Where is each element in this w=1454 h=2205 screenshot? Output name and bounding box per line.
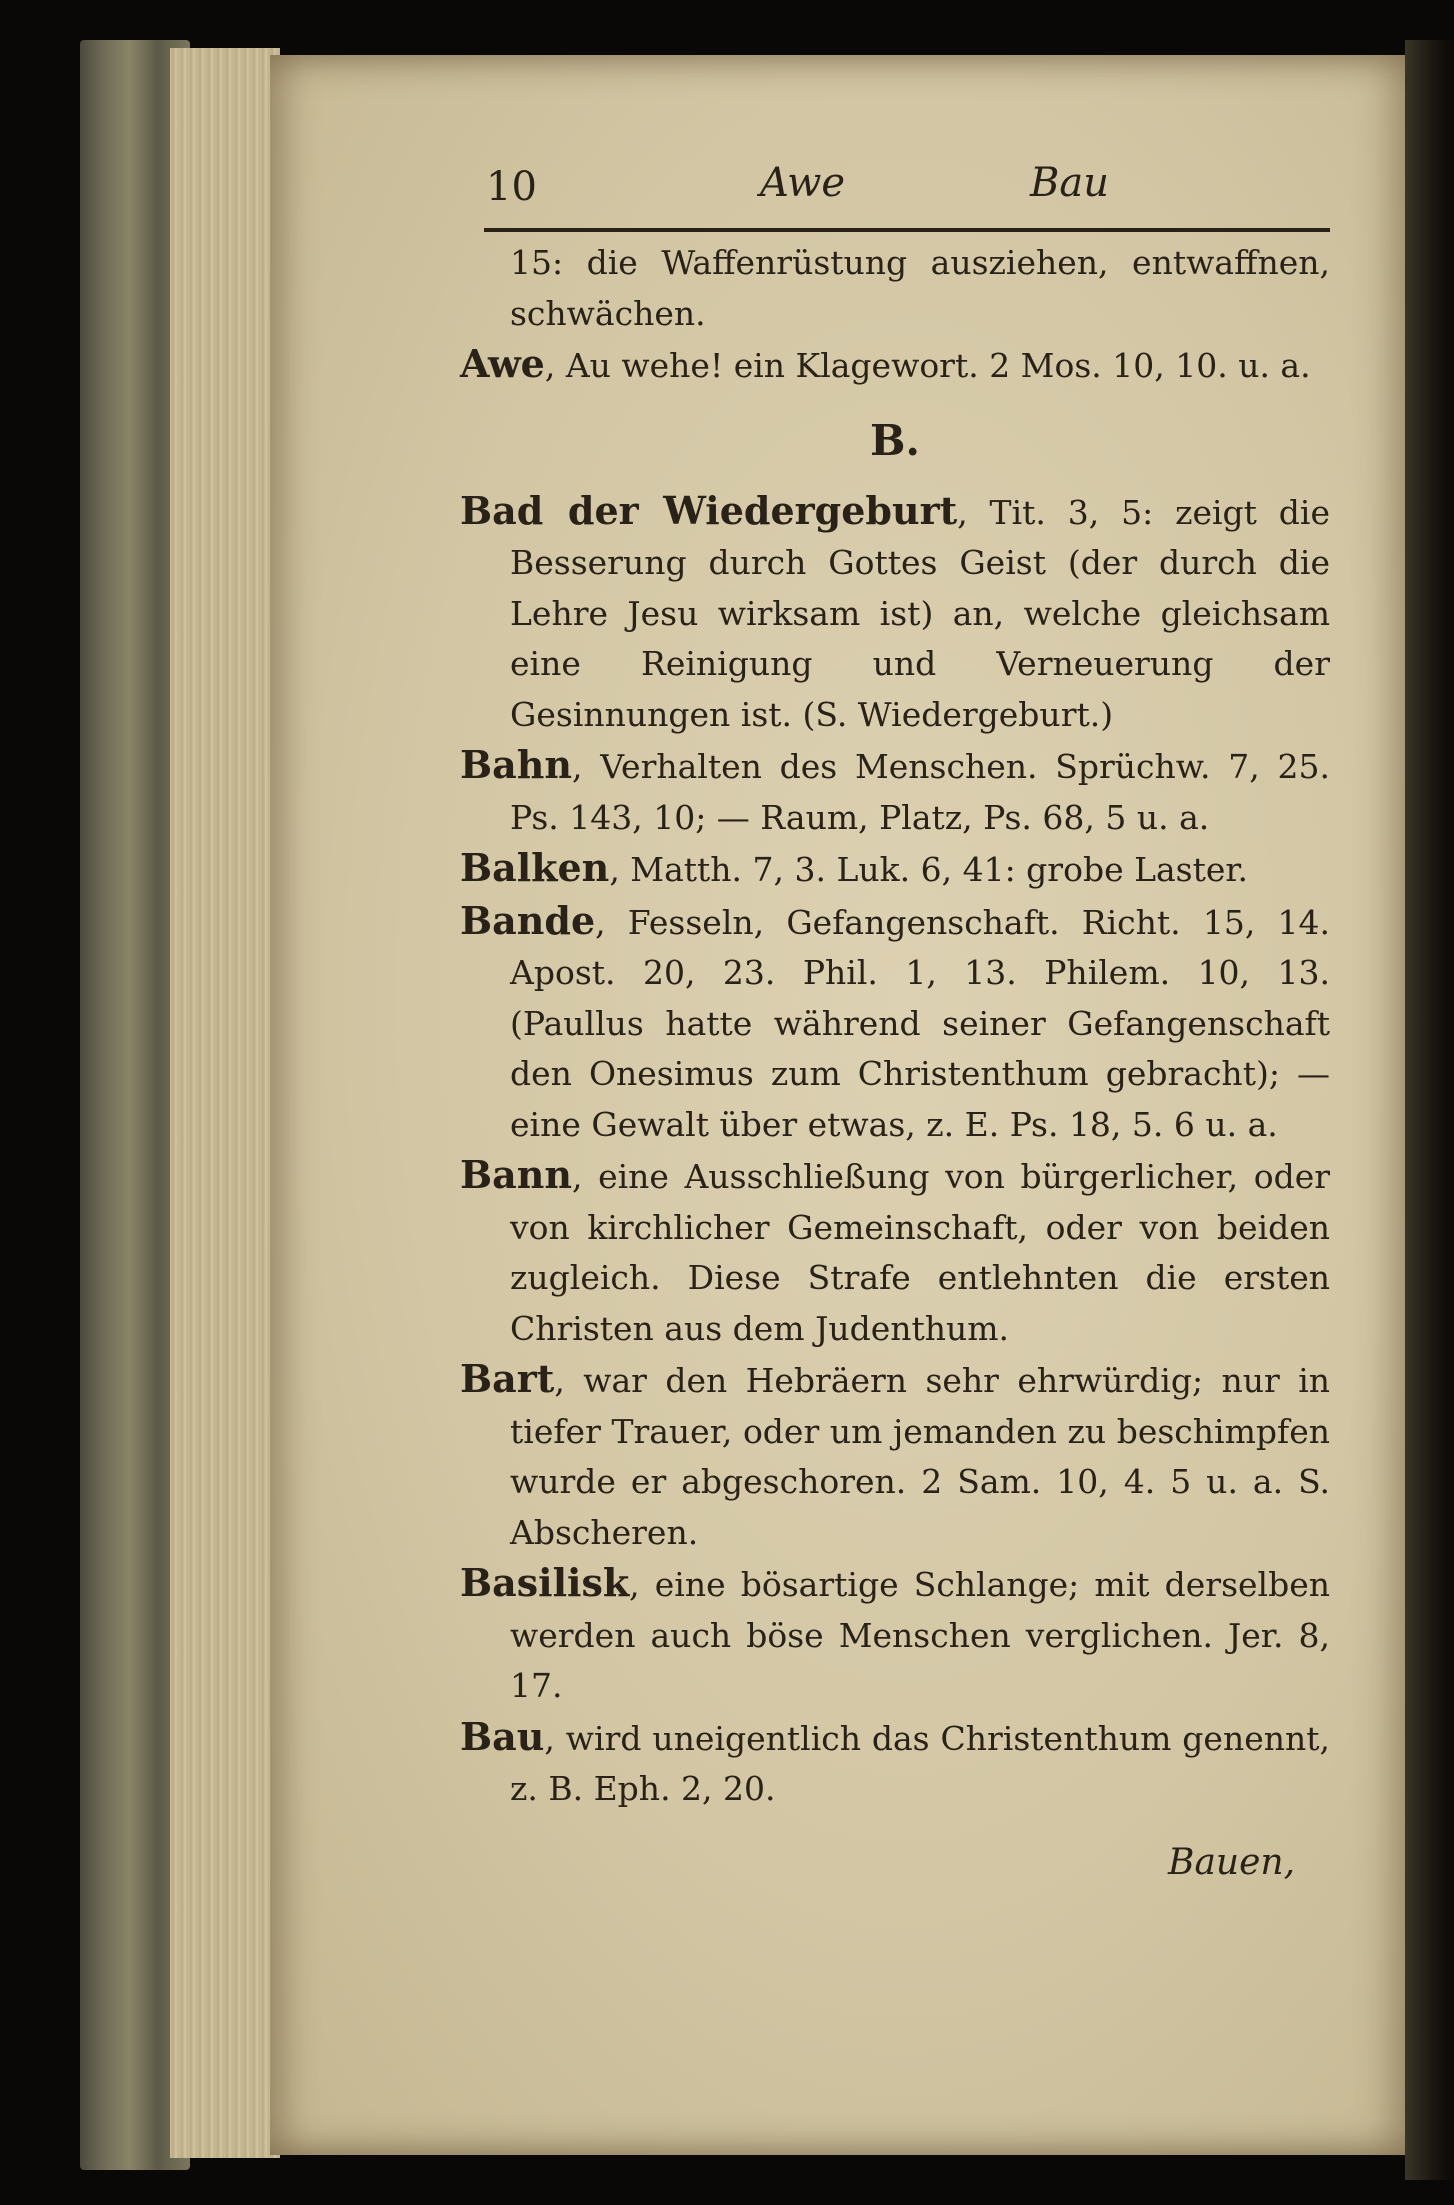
- entry-headword: Bau: [460, 1713, 545, 1759]
- header-right-keyword: Bau: [1030, 160, 1110, 206]
- entry-text: , wird uneigentlich das Christenthum genennt, z. B. Eph. 2, 20.: [510, 1718, 1330, 1808]
- entry-text: 15: die Waffenrüstung ausziehen, entwaffnen, schwächen.: [510, 243, 1330, 333]
- dictionary-entry: [460, 486, 1330, 741]
- page-number: 10: [486, 164, 537, 210]
- entry-headword: Bahn: [460, 742, 572, 787]
- running-header: [470, 160, 1330, 220]
- dictionary-entry: [460, 1558, 1330, 1712]
- entry-text: , Au wehe! ein Klagewort. 2 Mos. 10, 10. u. a.: [544, 346, 1311, 385]
- section-letter: B.: [869, 415, 921, 465]
- entry-text: , Matth. 7, 3. Luk. 6, 41: grobe Laster.: [609, 850, 1249, 889]
- entry-headword: Bande: [460, 897, 596, 943]
- dictionary-entry: [460, 843, 1330, 896]
- entry-text: , Tit. 3, 5: zeigt die Besserung durch Gottes Geist (der durch die Lehre Jesu wirksam ist) an, welche gleichsam eine Reinigung und Verneuerung der Gesinnungen ist. (S. Wiedergeburt.): [510, 492, 1330, 734]
- entry-headword: Bann: [460, 1152, 572, 1197]
- dictionary-entry: [460, 1354, 1330, 1558]
- catchword: Bauen,: [1168, 1842, 1296, 1883]
- entry-continuation: [460, 238, 1330, 339]
- entry-headword: Balken: [460, 845, 610, 890]
- entry-text: , Fesseln, Gefangenschaft. Richt. 15, 14. Apost. 20, 23. Phil. 1, 13. Philem. 10, 13. (Paullus hatte während seiner Gefangenschaft den Onesimus zum Christenthum gebracht); — eine Gewalt über etwas, z. E. Ps. 18, 5. 6 u. a.: [510, 902, 1330, 1144]
- entry-text: , eine bösartige Schlange; mit derselben werden auch böse Menschen verglichen. Jer. 8, 17.: [510, 1565, 1330, 1705]
- entry-headword: Bad der Wiedergeburt: [460, 487, 958, 533]
- entry-text: , war den Hebräern sehr ehrwürdig; nur in tiefer Trauer, oder um jemanden zu beschimpfen wurde er abgeschoren. 2 Sam. 10, 4. 5 u. a. S. Abscheren.: [510, 1361, 1330, 1552]
- header-rule: [484, 228, 1330, 232]
- entry-headword: Bart: [460, 1356, 555, 1401]
- dictionary-entry: [460, 896, 1330, 1151]
- dictionary-entry: [460, 1150, 1330, 1354]
- header-left-keyword: Awe: [760, 160, 845, 206]
- dictionary-body: [460, 238, 1330, 1815]
- entry-text: , eine Ausschließung von bürgerlicher, oder von kirchlicher Gemeinschaft, oder von beiden zugleich. Diese Strafe entlehnten die ersten Christen aus dem Judenthum.: [510, 1157, 1330, 1348]
- entry-headword: Awe: [460, 341, 545, 386]
- entry-headword: Basilisk: [460, 1560, 630, 1605]
- dictionary-entry: [460, 740, 1330, 843]
- page-stack-edge: [170, 48, 280, 2158]
- dictionary-entry: [460, 339, 1330, 392]
- book-gutter: [1405, 40, 1454, 2180]
- entry-text: , Verhalten des Menschen. Sprüchw. 7, 25. Ps. 143, 10; — Raum, Platz, Ps. 68, 5 u. a.: [510, 747, 1330, 837]
- dictionary-entry: [460, 1712, 1330, 1815]
